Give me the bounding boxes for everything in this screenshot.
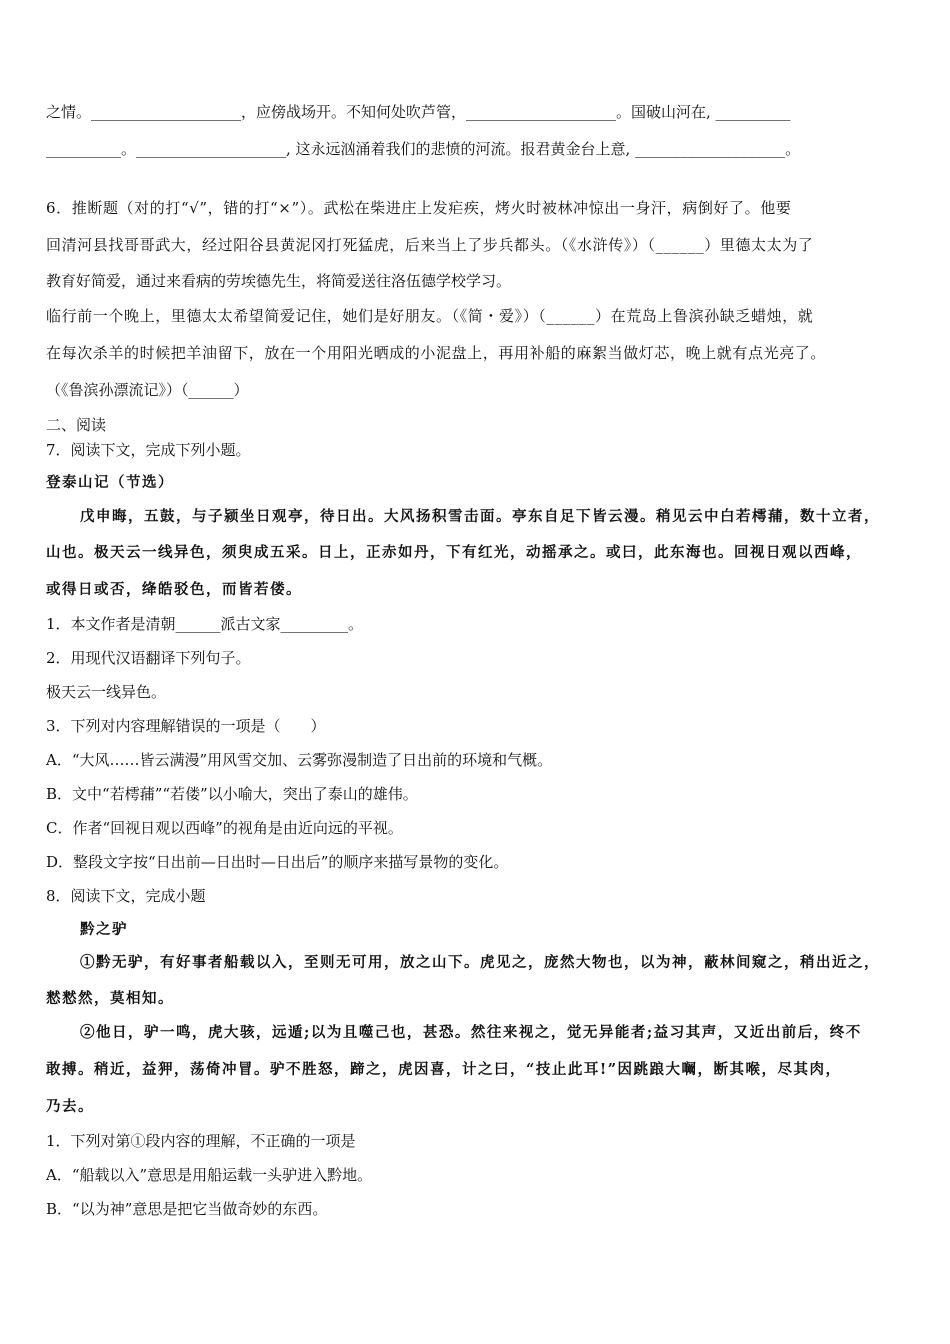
question-6-line-6: （《鲁滨孙漂流记》）（______） bbox=[46, 381, 249, 399]
passage-lv-para2-line-1: ②他日，驴一鸣，虎大骇，远遁;以为且噬己也，甚恐。然往来视之，觉无异能者;益习其声，又近出前后，终不 bbox=[80, 1024, 862, 1041]
question-7-2-sentence: 极天云一线异色。 bbox=[46, 683, 167, 701]
question-8-1: 1．下列对第①段内容的理解，不正确的一项是 bbox=[46, 1132, 356, 1150]
question-7-prompt: 7．阅读下文，完成下列小题。 bbox=[46, 441, 251, 459]
passage-title-taishan: 登泰山记（节选） bbox=[46, 474, 174, 491]
passage-lv-para1-line-1: ①黔无驴，有好事者船载以入，至则无可用，放之山下。虎见之，庞然大物也，以为神，蔽林间窥之，稍出近之， bbox=[80, 954, 880, 971]
question-7-1: 1．本文作者是清朝______派古文家_________。 bbox=[46, 615, 364, 633]
question-8-1-option-a: A．“船载以入”意思是用船运载一头驴进入黔地。 bbox=[46, 1166, 373, 1184]
passage-title-qianzhilv: 黔之驴 bbox=[80, 921, 128, 938]
question-7-3: 3．下列对内容理解错误的一项是（ ） bbox=[46, 717, 326, 735]
question-7-2: 2．用现代汉语翻译下列句子。 bbox=[46, 649, 251, 667]
question-7-3-option-d: D．整段文字按“日出前—日出时—日出后”的顺序来描写景物的变化。 bbox=[46, 853, 509, 871]
question-8-1-option-b: B．“以为神”意思是把它当做奇妙的东西。 bbox=[46, 1200, 328, 1218]
passage-taishan-line-1: 戊申晦，五鼓，与子颍坐日观亭，待日出。大风扬积雪击面。亭东自足下皆云漫。稍见云中白若樗蒱，数十立者， bbox=[80, 508, 880, 525]
question-6-line-2: 回清河县找哥哥武大，经过阳谷县黄泥冈打死猛虎，后来当上了步兵都头。（《水浒传》）（______）里德太太为了 bbox=[46, 236, 814, 254]
question-7-3-option-a: A．“大风……皆云满漫”用风雪交加、云雾弥漫制造了日出前的环境和气概。 bbox=[46, 751, 553, 769]
question-8-prompt: 8．阅读下文，完成小题 bbox=[46, 887, 206, 905]
question-7-3-option-b: B．文中“若樗蒱”“若偻”以小喻大，突出了泰山的雄伟。 bbox=[46, 785, 418, 803]
question-6-line-1: 6．推断题（对的打“√”，错的打“×”）。武松在柴进庄上发疟疾，烤火时被林冲惊出一身汗，病倒好了。他要 bbox=[46, 199, 792, 217]
passage-taishan-line-2: 山也。极天云一线异色，须臾成五采。日上，正赤如丹，下有红光，动摇承之。或曰，此东海也。回视日观以西峰， bbox=[46, 544, 862, 561]
section-heading-reading: 二、阅读 bbox=[46, 416, 107, 434]
question-6-line-5: 在每次杀羊的时候把羊油留下，放在一个用阳光晒成的小泥盘上，再用补船的麻絮当做灯芯，晚上就有点光亮了。 bbox=[46, 344, 827, 362]
question-7-3-option-c: C．作者“回视日观以西峰”的视角是由近向远的平视。 bbox=[46, 819, 403, 837]
poem-fill-line-1: 之情。____________________，应傍战场开。不知何处吹芦管，____________________。国破山河在, __________ bbox=[46, 103, 791, 121]
question-6-line-4: 临行前一个晚上，里德太太希望简爱记住，她们是好朋友。（《简・爱》）（______）在荒岛上鲁滨孙缺乏蜡烛，就 bbox=[46, 307, 814, 325]
poem-fill-line-2: __________。____________________, 这永远汹涌着我们的悲愤的河流。报君黄金台上意, ____________________。 bbox=[46, 140, 801, 158]
passage-lv-para1-line-2: 慭慭然，莫相知。 bbox=[46, 990, 174, 1007]
question-6-line-3: 教育好简爱，通过来看病的劳埃德先生，将简爱送往洛伍德学校学习。 bbox=[46, 272, 512, 290]
passage-lv-para2-line-2: 敢搏。稍近，益狎，荡倚冲冒。驴不胜怒，蹄之，虎因喜，计之曰，“技止此耳!”因跳踉大㘎，断其喉，尽其肉， bbox=[46, 1061, 842, 1078]
passage-lv-para2-line-3: 乃去。 bbox=[46, 1098, 94, 1115]
passage-taishan-line-3: 或得日或否，绛皓驳色，而皆若偻。 bbox=[46, 581, 302, 598]
